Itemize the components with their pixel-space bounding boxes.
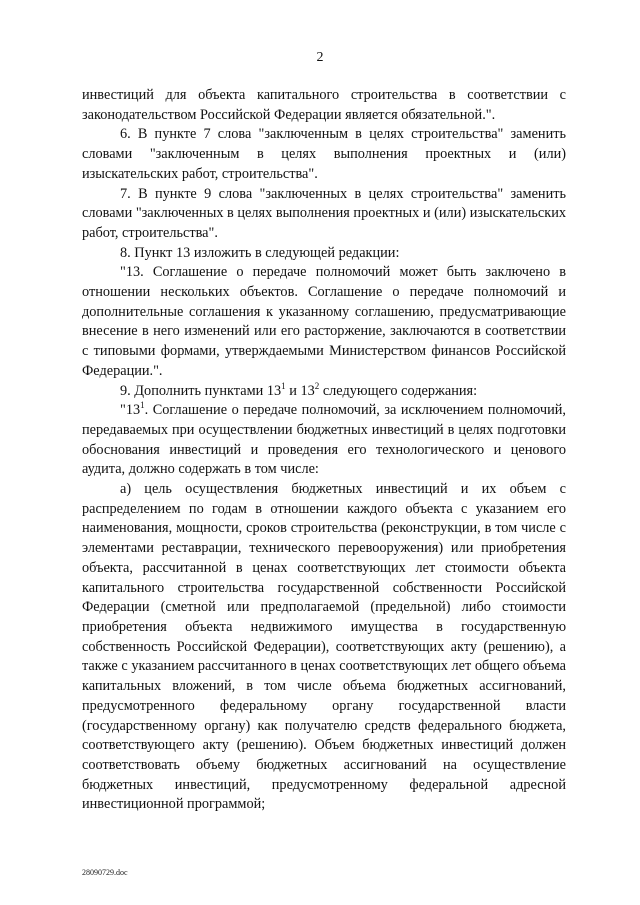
- paragraph-item-13-1: [82, 401, 566, 480]
- item-13-1-text: . Соглашение о передаче полномочий, за исключением полномочий, передаваемых при осуществлении бюджетных инвестиций в целях подготовки обоснования инвестиций и проведения его технологического и ценового аудита, должно содержать в том числе:: [82, 402, 566, 478]
- item-9-text-start: 9. Дополнить пунктами 13: [120, 382, 282, 399]
- page-number: 2: [316, 50, 324, 65]
- item-9-superscript-2: 2: [314, 380, 320, 391]
- paragraph-subitem-a: а) цель осуществления бюджетных инвестиций и их объем с распределением по годам в отношении каждого объекта с указанием его наименования, мощности, сроков строительства (реконструкции, в том числе с элементами реставрации, технического перевооружения) или приобретения объекта, рассчитанной в ценах соответствующих лет стоимости объекта капитального строительства государственной собственности Российской Федерации (сметной или предполагаемой (предельной) либо стоимости приобретения объекта недвижимого имущества в государственную собственность Российской Федерации), соответствующих акту (решению), а также с указанием рассчитанного в ценах соответствующих лет общего объема капитальных вложений, в том числе объема бюджетных ассигнований, предусмотренного федеральному органу государственной власти (государственному органу) как получателю средств федерального бюджета, соответствующего акту (решению). Объем бюджетных инвестиций должен соответствовать объему бюджетных ассигнований на осуществление бюджетных инвестиций, предусмотренному федеральной адресной инвестиционной программой;: [82, 481, 566, 813]
- paragraph-item-8: 8. Пункт 13 изложить в следующей редакции:: [120, 244, 400, 261]
- item-9-superscript-1: 1: [281, 380, 286, 391]
- paragraph-item-6: 6. В пункте 7 слова "заключенным в целях строительства" заменить словами "заключенным в целях выполнения проектных и (или) изыскательских работ, строительства".: [82, 126, 566, 182]
- paragraph-continuation: инвестиций для объекта капитального строительства в соответствии с законодательством Российской Федерации является обязательной.".: [82, 87, 566, 123]
- item-13-1-open: "13: [120, 402, 141, 419]
- paragraph-item-8-quote: "13. Соглашение о передаче полномочий может быть заключено в отношении нескольких объектов. Соглашение о передаче полномочий и дополнительные соглашения к указанному соглашению, предусматривающие внесение в него изменений или его расторжение, заключаются в соответствии с типовыми формами, утверждаемыми Министерством финансов Российской Федерации.".: [82, 264, 566, 379]
- item-13-1-superscript: 1: [140, 400, 145, 411]
- item-9-text-middle: и 13: [285, 382, 315, 399]
- paragraph-item-9: [82, 382, 566, 402]
- document-body: [82, 86, 566, 815]
- paragraph-item-7: 7. В пункте 9 слова "заключенных в целях строительства" заменить словами "заключенных в целях выполнения проектных и (или) изыскательских работ, строительства".: [82, 185, 566, 241]
- file-name-footer: 28090729.doc: [82, 868, 128, 877]
- item-9-text-end: следующего содержания:: [319, 382, 478, 399]
